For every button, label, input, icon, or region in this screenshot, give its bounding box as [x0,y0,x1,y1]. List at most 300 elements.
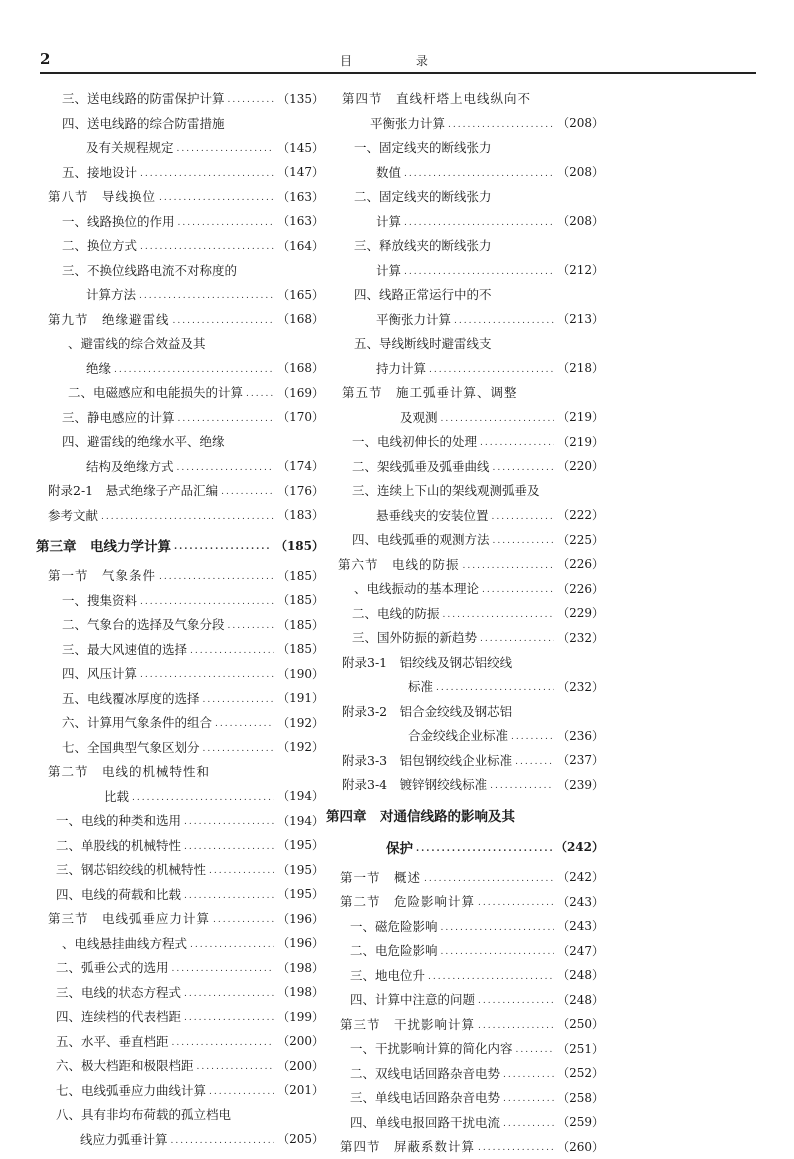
leader-dots [463,561,555,571]
toc-entry-title: 第二节 危险影响计算 [340,894,476,910]
leader-dots [478,1021,554,1031]
toc-entry [48,857,324,882]
toc-page-number: （205） [277,1132,324,1147]
toc-entry-title: 四、线路正常运行中的不 [354,287,492,303]
toc-entry [48,931,324,956]
toc-entry-title: 第六节 电线的防振 [338,556,460,572]
toc-entry-title: 二、单股线的机械特性 [56,837,182,853]
leader-dots [184,817,274,827]
leader-dots [209,1087,274,1097]
leader-dots [178,414,275,424]
leader-dots [428,972,554,982]
toc-entry [330,914,604,939]
leader-dots [184,989,274,999]
toc-entry-title: 三、不换位线路电流不对称度的 [62,262,238,278]
toc-page-number: （236） [557,728,604,743]
toc-entry-title: 悬垂线夹的安装位置 [376,507,489,523]
toc-entry [48,735,324,760]
toc-entry [330,748,604,773]
toc-page-number: （219） [557,434,604,449]
toc-page-number: （165） [277,287,324,302]
leader-dots [139,291,274,301]
toc-entry [330,503,604,528]
toc-entry [330,527,604,552]
toc-section-entry [330,889,604,914]
leader-dots [448,120,554,130]
toc-page-number: （145） [277,140,324,155]
toc-entry-title: 第五节 施工弧垂计算、调整 [342,385,518,401]
toc-entry-title: 合金绞线企业标准 [408,728,509,744]
toc-section-entry [48,563,324,588]
toc-entry [48,160,324,185]
leader-dots [478,898,554,908]
toc-page-number: （208） [557,116,604,131]
toc-entry [48,637,324,662]
toc-page-number: （169） [277,385,324,400]
toc-entry-title: 、电线悬挂曲线方程式 [62,935,188,951]
toc-entry-title: 四、送电线路的综合防雷措施 [62,115,225,131]
leader-dots [478,996,554,1006]
toc-page-number: （251） [557,1041,604,1056]
leader-dots [503,1094,554,1104]
toc-entry [330,233,604,258]
toc-page-number: （208） [557,165,604,180]
toc-page-number: （248） [557,992,604,1007]
toc-entry-title: 三、静电感应的计算 [62,409,175,425]
toc-section-entry [330,1012,604,1037]
toc-entry [330,772,604,797]
toc-entry-title: 二、电危险影响 [350,943,438,959]
toc-section-entry [330,1134,604,1159]
toc-entry-title: 附录3-4 镀锌钢绞线标准 [342,777,488,793]
toc-page-number: （248） [557,968,604,983]
toc-entry-title: 五、接地设计 [62,164,138,180]
leader-dots [441,923,555,933]
toc-page-number: （250） [557,1017,604,1032]
toc-entry-title: 三、最大风速值的选择 [62,641,188,657]
toc-entry-title: 第四节 屏蔽系数计算 [340,1139,476,1155]
toc-entry [330,258,604,283]
toc-entry-title: 四、避雷线的绝缘水平、绝缘 [62,434,225,450]
toc-page-number: （163） [277,189,324,204]
toc-entry [48,405,324,430]
toc-page-number: （174） [277,459,324,474]
leader-dots [190,940,274,950]
toc-entry [330,1110,604,1135]
toc-entry-title: 及有关规程规定 [86,140,174,156]
running-title: 目 录 [340,54,458,68]
toc-entry [330,987,604,1012]
toc-entry-title: 一、磁危险影响 [350,918,438,934]
toc-entry-title: 一、线路换位的作用 [62,213,175,229]
toc-entry [48,1053,324,1078]
leader-dots [480,634,554,644]
toc-entry-title: 线应力弧垂计算 [80,1131,168,1147]
toc-entry-title: 第二节 电线的机械特性和 [48,764,211,780]
toc-page-number: （195） [277,887,324,902]
toc-page-number: （259） [557,1115,604,1130]
toc-section-entry [330,552,604,577]
toc-entry-title: 第四节 直线杆塔上电线纵向不 [342,91,532,107]
toc-entry [48,503,324,528]
toc-entry-title: 五、导线断线时避雷线支 [354,336,492,352]
toc-page-number: （200） [277,1034,324,1049]
leader-dots [172,1038,275,1048]
toc-entry [48,882,324,907]
toc-page-number: （242） [554,840,604,854]
toc-entry [48,588,324,613]
toc-entry-title: 五、电线覆冰厚度的选择 [62,690,200,706]
leader-dots [436,683,554,693]
toc-entry-title: 第三章 电线力学计算 [36,539,171,555]
toc-page-number: （200） [277,1058,324,1073]
toc-entry [330,429,604,454]
toc-entry [48,1029,324,1054]
toc-entry-title: 比载 [104,788,130,804]
toc-entry-title: 第九节 绝缘避雷线 [48,311,170,327]
toc-page-number: （196） [277,911,324,926]
leader-dots [101,512,274,522]
toc-page-number: （185） [274,538,324,553]
leader-dots [404,169,554,179]
leader-dots [441,947,555,957]
leader-dots [171,1136,275,1146]
toc-entry [48,710,324,735]
leader-dots [480,438,554,448]
leader-dots [203,744,275,754]
toc-chapter-entry [326,801,604,829]
toc-page-number: （168） [277,361,324,376]
leader-dots [140,597,274,607]
toc-page-number: （247） [557,943,604,958]
toc-entry [330,454,604,479]
leader-dots [493,463,555,473]
leader-dots [184,1013,274,1023]
toc-section-entry [48,906,324,931]
toc-entry-title: 七、电线弧垂应力曲线计算 [56,1082,207,1098]
toc-entry [48,282,324,307]
leader-dots [503,1070,554,1080]
leader-dots [511,732,554,742]
leader-dots [184,842,274,852]
leader-dots [174,542,272,552]
toc-page-number: （242） [557,870,604,885]
toc-page-number: （194） [277,789,324,804]
toc-entry [48,454,324,479]
toc-entry-title: 标准 [408,679,434,695]
toc-entry-title: 四、电线的荷载和比载 [56,886,182,902]
toc-page-number: （185） [277,642,324,657]
toc-entry-title: 七、全国典型气象区划分 [62,739,200,755]
leader-dots [246,389,274,399]
leader-dots [221,487,274,497]
toc-entry [48,808,324,833]
leader-dots [404,267,554,277]
toc-page-number: （225） [557,532,604,547]
leader-dots [492,512,555,522]
leader-dots [424,874,554,884]
toc-entry-title: 三、送电线路的防雷保护计算 [62,91,225,107]
toc-page-number: （218） [557,361,604,376]
toc-page-number: （252） [557,1066,604,1081]
leader-dots [429,365,554,375]
toc-entry-title: 数值 [376,164,402,180]
toc-page-number: （226） [557,581,604,596]
leader-dots [515,757,554,767]
toc-entry [330,723,604,748]
toc-entry-title: 一、电线初伸长的处理 [352,434,478,450]
toc-entry-title: 、电线振动的基本理论 [354,581,480,597]
toc-entry [330,1085,604,1110]
toc-entry [330,111,604,136]
leader-dots [197,1062,275,1072]
toc-entry-title: 三、地电位升 [350,967,426,983]
toc-entry [48,233,324,258]
toc-entry-title: 计算方法 [86,287,137,303]
toc-page-number: （185） [277,593,324,608]
toc-page-number: （164） [277,238,324,253]
toc-entry-title: 绝缘 [86,360,112,376]
toc-section-entry [330,380,604,405]
toc-entry-title: 附录2-1 悬式绝缘子产品汇编 [48,483,219,499]
toc-entry-title: 六、极大档距和极限档距 [56,1058,194,1074]
toc-entry-title: 附录3-1 铝绞线及钢芯铝绞线 [342,654,513,670]
toc-entry [48,833,324,858]
toc-entry-title: 四、电线弧垂的观测方法 [352,532,490,548]
toc-entry [48,686,324,711]
toc-entry [330,650,604,675]
toc-entry [330,576,604,601]
toc-page-number: （212） [557,263,604,278]
toc-page-number: （260） [557,1139,604,1154]
toc-page-number: （229） [557,606,604,621]
toc-entry [330,160,604,185]
toc-entry-title: 计算 [376,262,402,278]
toc-page-number: （208） [557,214,604,229]
toc-page-number: （170） [277,410,324,425]
leader-dots [404,218,554,228]
toc-section-entry [48,307,324,332]
toc-entry [330,963,604,988]
toc-entry-title: 一、固定线夹的断线张力 [354,140,492,156]
toc-entry-title: 第一节 气象条件 [48,568,157,584]
leader-dots [114,365,274,375]
page-header [40,50,758,72]
toc-entry [330,674,604,699]
toc-entry [330,1061,604,1086]
toc-entry [330,282,604,307]
toc-entry-title: 五、水平、垂直档距 [56,1033,169,1049]
toc-entry [330,184,604,209]
leader-dots [482,585,554,595]
toc-entry-title: 二、固定线夹的断线张力 [354,189,492,205]
toc-entry-title: 第四章 对通信线路的影响及其 [326,808,515,825]
toc-page-number: （183） [277,508,324,523]
toc-entry-title: 计算 [376,213,402,229]
toc-entry [330,699,604,724]
leader-dots [228,95,275,105]
toc-entry-title: 第三节 电线弧垂应力计算 [48,911,211,927]
leader-dots [209,866,274,876]
leader-dots [493,536,555,546]
toc-entry [48,955,324,980]
leader-dots [443,610,555,620]
toc-page-number: （195） [277,862,324,877]
leader-dots [203,695,275,705]
toc-page-number: （176） [277,483,324,498]
leader-dots [132,793,274,803]
toc-entry [48,331,324,356]
toc-page-number: （192） [277,715,324,730]
toc-page-number: （196） [277,936,324,951]
toc-entry [48,1004,324,1029]
toc-page-number: （163） [277,214,324,229]
toc-page-number: （219） [557,410,604,425]
toc-entry-title: 二、气象台的选择及气象分段 [62,617,225,633]
leader-dots [441,414,555,424]
toc-entry-title: 二、架线弧垂及弧垂曲线 [352,458,490,474]
toc-entry [48,429,324,454]
toc-page-number: （239） [557,777,604,792]
toc-page-number: （199） [277,1009,324,1024]
toc-entry [48,111,324,136]
toc-entry-title: 三、连续上下山的架线观测弧垂及 [352,483,540,499]
toc-entry-title: 一、干扰影响计算的简化内容 [350,1041,513,1057]
toc-entry-title: 四、计算中注意的问题 [350,992,476,1008]
toc-entry-title: 三、国外防振的新趋势 [352,630,478,646]
toc-entry [48,784,324,809]
toc-entry [330,601,604,626]
leader-dots [173,316,275,326]
leader-dots [140,169,274,179]
toc-chapter-entry [330,833,604,861]
toc-page-number: （201） [277,1083,324,1098]
toc-entry-title: 一、电线的种类和选用 [56,813,182,829]
toc-page-number: （226） [557,557,604,572]
toc-entry-title: 四、单线电报回路干扰电流 [350,1114,501,1130]
leader-dots [140,242,274,252]
toc-entry-title: 一、搜集资料 [62,592,138,608]
toc-page-number: （220） [557,459,604,474]
toc-entry [330,625,604,650]
toc-page-number: （198） [277,960,324,975]
toc-entry-title: 第一节 概述 [340,869,422,885]
toc-entry [48,1127,324,1152]
toc-page-number: （243） [557,894,604,909]
toc-entry [48,1078,324,1103]
toc-entry [330,331,604,356]
toc-page-number: （191） [277,691,324,706]
leader-dots [159,193,274,203]
toc-entry [48,980,324,1005]
toc-page-number: （232） [557,630,604,645]
toc-entry-title: 附录3-3 铝包钢绞线企业标准 [342,752,513,768]
leader-dots [140,670,274,680]
toc-entry [48,135,324,160]
toc-left-column [36,86,324,1151]
toc-page-number: （232） [557,679,604,694]
toc-entry-title: 四、风压计算 [62,666,138,682]
toc-entry [48,356,324,381]
leader-dots [177,463,275,473]
toc-entry [330,135,604,160]
toc-chapter-entry [36,531,324,559]
toc-page-number: （258） [557,1090,604,1105]
toc-section-entry [48,184,324,209]
toc-section-entry [330,86,604,111]
toc-entry-title: 第三节 干扰影响计算 [340,1016,476,1032]
toc-entry-title: 三、钢芯铝绞线的机械特性 [56,862,207,878]
toc-entry-title: 六、计算用气象条件的组合 [62,715,213,731]
toc-page-number: （194） [277,813,324,828]
leader-dots [228,621,275,631]
toc-entry [330,356,604,381]
toc-entry-title: 二、换位方式 [62,238,138,254]
toc-entry-title: 及观测 [400,409,438,425]
toc-page-number: （243） [557,919,604,934]
leader-dots [503,1119,554,1129]
leader-dots [178,218,275,228]
toc-entry-title: 、避雷线的综合效益及其 [68,336,206,352]
header-rule [40,72,756,74]
toc-entry-title: 附录3-2 铝合金绞线及钢芯铝 [342,703,513,719]
toc-entry [330,405,604,430]
toc-entry-title: 持力计算 [376,360,427,376]
toc-entry [330,209,604,234]
toc-entry-title: 平衡张力计算 [376,311,452,327]
toc-entry-title: 四、连续档的代表档距 [56,1009,182,1025]
toc-entry [48,380,324,405]
toc-page-number: （198） [277,985,324,1000]
leader-dots [516,1045,555,1055]
toc-page-number: （222） [557,508,604,523]
leader-dots [159,572,274,582]
leader-dots [478,1143,554,1153]
toc-page-number: （168） [277,312,324,327]
toc-entry [330,307,604,332]
leader-dots [454,316,554,326]
toc-entry [48,209,324,234]
toc-page-number: （237） [557,753,604,768]
toc-entry-title: 保护 [386,840,413,857]
toc-page-number: （192） [277,740,324,755]
toc-entry [330,938,604,963]
toc-entry-title: 三、单线电话回路杂音电势 [350,1090,501,1106]
leader-dots [190,646,274,656]
toc-entry-title: 第八节 导线换位 [48,189,157,205]
toc-entry-title: 三、电线的状态方程式 [56,984,182,1000]
toc-page-number: （195） [277,838,324,853]
toc-page-number: （185） [277,617,324,632]
leader-dots [184,891,274,901]
toc-page-number: （190） [277,666,324,681]
toc-entry-title: 平衡张力计算 [370,115,446,131]
leader-dots [213,915,274,925]
leader-dots [416,844,552,854]
toc-entry [48,612,324,637]
leader-dots [177,144,275,154]
toc-section-entry [48,759,324,784]
toc-entry-title: 二、电磁感应和电能损失的计算 [68,385,244,401]
toc-page-number: （147） [277,165,324,180]
toc-entry-title: 二、弧垂公式的选用 [56,960,169,976]
toc-entry [330,478,604,503]
toc-entry-title: 二、电线的防振 [352,605,440,621]
toc-entry-title: 二、双线电话回路杂音电势 [350,1065,501,1081]
toc-entry [48,258,324,283]
leader-dots [215,719,274,729]
toc-entry [48,478,324,503]
